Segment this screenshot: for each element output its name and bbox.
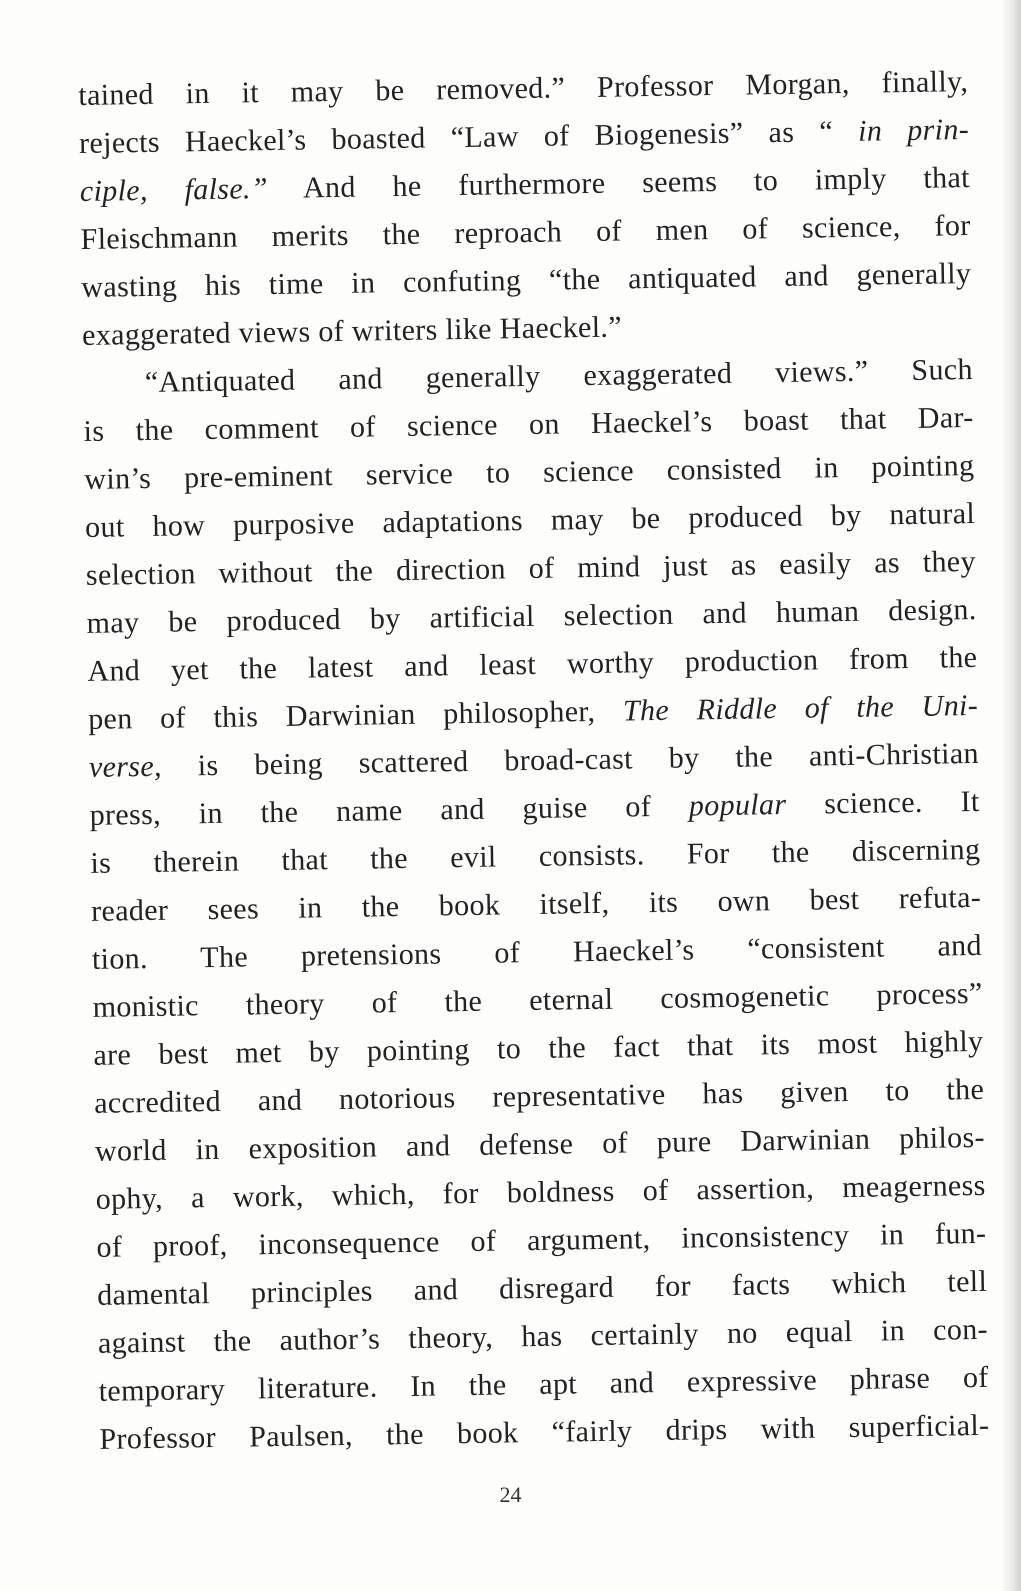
text-line: press, in the name and guise of popular science. It (89, 784, 980, 832)
text-line: damental principles and disregard for facts which tell (96, 1264, 988, 1312)
text-line: “Antiquated and generally exaggerated views.” Such (144, 352, 974, 399)
text-line: selection without the direction of mind just as easily as they (85, 544, 977, 592)
text-line: of proof, inconsequence of argument, inconsistency in fun- (96, 1216, 987, 1264)
text-line: monistic theory of the eternal cosmogenetic process” (92, 976, 983, 1024)
text-line: wasting his time in confuting “the antiquated and generally (81, 256, 972, 304)
text-line: reader sees in the book itself, its own best refuta- (90, 880, 982, 928)
page-edge-shadow (1001, 0, 1021, 1591)
text-line: rejects Haeckel’s boasted “Law of Biogenesis” as “ in prin- (78, 113, 970, 160)
text-line: Fleischmann merits the reproach of men of science, for (80, 209, 971, 256)
text-line: is therein that the evil consists. For the discerning (90, 832, 981, 880)
text-line: tion. The pretensions of Haeckel’s “consistent and (91, 928, 983, 976)
text-line: temporary literature. In the apt and expressive phrase of (98, 1360, 989, 1408)
text-line: are best met by pointing to the fact that its most highly (93, 1024, 984, 1072)
text-line: pen of this Darwinian philosopher, The Riddle of the Uni- (87, 688, 979, 736)
text-line: tained in it may be removed.” Professor Morgan, finally, (78, 65, 969, 112)
text-line: ciple, false.” And he furthermore seems to imply that (79, 161, 971, 208)
text-line: Professor Paulsen, the book “fairly drips with superficial- (99, 1408, 990, 1456)
text-line: out how purposive adaptations may be produced by natural (84, 496, 976, 544)
text-line: win’s pre-eminent service to science consisted in pointing (84, 448, 975, 496)
text-line: verse, is being scattered broad-cast by the anti-Christian (88, 736, 980, 784)
text-line: ophy, a work, which, for boldness of assertion, meagerness (95, 1168, 986, 1216)
body-text (78, 58, 990, 1464)
text-line: exaggerated views of writers like Haeckel.” (81, 310, 623, 352)
text-line: accredited and notorious representative has given to the (93, 1072, 985, 1120)
text-line: And yet the latest and least worthy production from the (87, 640, 978, 688)
text-line: against the author’s theory, has certainly no equal in con- (97, 1312, 989, 1360)
text-line: may be produced by artificial selection and human design. (86, 592, 977, 640)
text-line: world in exposition and defense of pure Darwinian philos- (94, 1120, 986, 1168)
page-number: 24 (499, 1482, 522, 1507)
text-line: is the comment of science on Haeckel’s boast that Dar- (83, 400, 974, 448)
